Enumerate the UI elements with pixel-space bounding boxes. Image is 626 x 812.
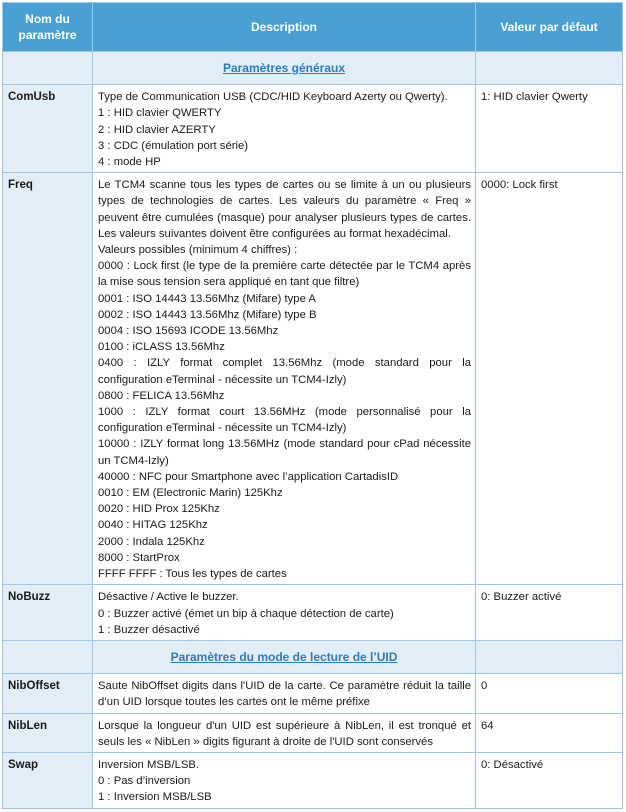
description-line: 0800 : FELICA 13.56Mhz (98, 389, 225, 402)
description-line: 1 : HID clavier QWERTY (98, 107, 222, 120)
param-name: ComUsb (3, 85, 93, 173)
table-row-nobuzz (3, 585, 623, 641)
param-description (93, 585, 476, 641)
description-line: Type de Communication USB (CDC/HID Keyboard Azerty ou Qwerty). (98, 91, 448, 104)
description-line: 0002 : ISO 14443 13.56Mhz (Mifare) type B (98, 308, 317, 321)
description-line: 3 : CDC (émulation port série) (98, 139, 249, 152)
description-line: 0 : Pas d’inversion (98, 775, 191, 788)
param-default: 0: Désactivé (476, 752, 623, 808)
table-row-niboffset (3, 674, 623, 713)
header-row (3, 3, 623, 52)
description-line: 0100 : iCLASS 13.56Mhz (98, 341, 225, 354)
description-line: Inversion MSB/LSB. (98, 758, 200, 771)
description-line: 10000 : IZLY format long 13.56MHz (mode standard pour cPad nécessite un TCM4-Izly) (98, 438, 471, 467)
param-name: NoBuzz (3, 585, 93, 641)
param-name: Freq (3, 173, 93, 585)
description-line: Désactive / Active le buzzer. (98, 591, 239, 604)
description-line: 0004 : ISO 15693 ICODE 13.56Mhz (98, 325, 279, 338)
param-description (93, 674, 476, 713)
description-line: 0040 : HITAG 125Khz (98, 519, 208, 532)
description-line: 40000 : NFC pour Smartphone avec l’application CartadisID (98, 470, 399, 483)
description-line: 4 : mode HP (98, 156, 161, 169)
description-line: 8000 : StartProx (98, 551, 180, 564)
header-description: Description (93, 3, 476, 52)
description-line: Valeurs possibles (minimum 4 chiffres) : (98, 244, 298, 257)
param-name: Swap (3, 752, 93, 808)
section-row-general (3, 52, 623, 85)
description-line: 0 : Buzzer activé (émet un bip à chaque détection de carte) (98, 607, 394, 620)
description-line: 2 : HID clavier AZERTY (98, 123, 216, 136)
description-line: 1 : Buzzer désactivé (98, 623, 200, 636)
param-description (93, 173, 476, 585)
section-row-uid (3, 640, 623, 673)
param-default: 0: Buzzer activé (476, 585, 623, 641)
param-default: 0000: Lock first (476, 173, 623, 585)
table-row-swap (3, 752, 623, 808)
section-title-general: Paramètres généraux (93, 52, 476, 85)
description-line: 0010 : EM (Electronic Marin) 125Khz (98, 487, 283, 500)
description-line: Le TCM4 scanne tous les types de cartes ou se limite à un ou plusieurs types de technologies de cartes. Les valeurs du paramètre « Freq » peuvent être cumulées (masque) pour analyser plusieurs types de cartes. Les valeurs suivantes doivent être configurées au format hexadécimal. (98, 179, 471, 240)
param-description (93, 752, 476, 808)
param-name: NibOffset (3, 674, 93, 713)
description-line: 0400 : IZLY format complet 13.56Mhz (mode standard pour la configuration eTerminal - nécessite un TCM4-Izly) (98, 357, 471, 386)
description-line: 1000 : IZLY format court 13.56MHz (mode personnalisé pour la configuration eTerminal - nécessite un TCM4-Izly) (98, 406, 471, 435)
description-line: FFFF FFFF : Tous les types de cartes (98, 568, 287, 581)
param-default: 1: HID clavier Qwerty (476, 85, 623, 173)
description-line: Saute NibOffset digits dans l'UID de la carte. Ce paramètre réduit la taille d’un UID lorsque toutes les cartes ont le même préfixe (98, 680, 471, 709)
parameters-table (2, 2, 623, 809)
description-line: 1 : Inversion MSB/LSB (98, 791, 212, 804)
table-row-niblen (3, 713, 623, 752)
header-name: Nom du paramètre (3, 3, 93, 52)
description-line: Lorsque la longueur d'un UID est supérieure à NibLen, il est tronqué et seuls les « NibLen » digits figurant à droite de l'UID sont conservés (98, 719, 471, 748)
section-title-uid: Paramètres du mode de lecture de l’UID (93, 640, 476, 673)
param-description (93, 713, 476, 752)
description-line: 0000 : Lock first (le type de la première carte détectée par le TCM4 après la mise sous tension sera appliqué en tant que filtre) (98, 260, 471, 289)
description-line: 0020 : HID Prox 125Khz (98, 503, 220, 516)
param-description (93, 85, 476, 173)
description-line: 2000 : Indala 125Khz (98, 535, 205, 548)
param-default: 0 (476, 674, 623, 713)
description-line: 0001 : ISO 14443 13.56Mhz (Mifare) type A (98, 292, 316, 305)
param-default: 64 (476, 713, 623, 752)
header-default: Valeur par défaut (476, 3, 623, 52)
table-row-comusb (3, 85, 623, 173)
param-name: NibLen (3, 713, 93, 752)
table-row-freq (3, 173, 623, 585)
